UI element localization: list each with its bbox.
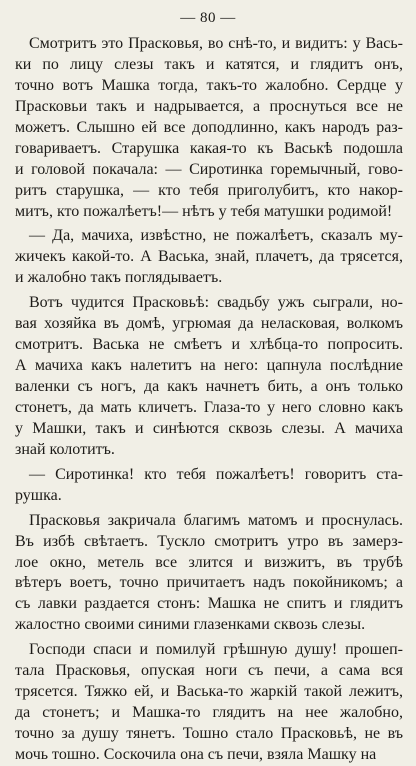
text-line: Прасковья закричала благимъ матомъ и проснулась. <box>29 511 403 529</box>
text-line: А мачиха какъ налетитъ на него: цапнула послѣдние <box>15 357 403 375</box>
text-line: лое окно, метель все злится и визжитъ, въ трубѣ <box>15 553 403 571</box>
text-line: ритъ старушка, — кто тебя приголубитъ, кто накор- <box>15 181 403 199</box>
text-line: мочь тошно. Соскочила она съ печи, взяла Машку на <box>15 745 377 763</box>
text-line: говариваетъ. Старушка какая-то къ Васькѣ подошла <box>15 139 403 157</box>
text-line: и головой покачала: — Сиротинка горемычный, гово- <box>15 160 403 178</box>
page-number: — 80 — <box>180 10 236 26</box>
text-line: вая хозяйка въ домѣ, угрюмая да неласковая, волкомъ <box>15 315 403 333</box>
text-line: съ лавки раздается стонъ: Машка не спитъ и глядитъ <box>15 595 403 613</box>
text-line: стонетъ, да мать кличетъ. Глаза-то у него словно какъ <box>15 398 403 416</box>
text-line: вѣтеръ воетъ, точно причитаетъ надъ покойникомъ; а <box>15 574 403 592</box>
text-line: жалостно своими синими глазенками сквозь слезы. <box>15 616 366 634</box>
text-line: — Сиротинка! кто тебя пожалѣетъ! говоритъ ста- <box>29 465 403 483</box>
text-line: Смотритъ это Прасковья, во снѣ-то, и видитъ: у Вась- <box>29 35 403 52</box>
text-line: смотритъ. Васька не смѣетъ и хлѣбца-то попросить. <box>15 336 403 354</box>
text-line: рушка. <box>15 486 62 504</box>
text-line: трясется. Тяжко ей, и Васька-то жаркій такой лежитъ, <box>15 683 403 701</box>
page-body-text <box>15 34 403 766</box>
text-line: ки по лицу слезы такъ и катятся, и глядитъ онъ, <box>15 55 403 73</box>
text-line: можетъ. Слышно ей все доподлинно, какъ народъ раз- <box>15 118 403 136</box>
text-line: жичекъ какой-то. А Васька, знай, плачетъ, да трясется, <box>15 248 403 266</box>
text-line: у Машки, такъ и синѣются сквозь слезы. А мачиха <box>15 419 403 437</box>
text-line: знай колотитъ. <box>15 440 115 458</box>
text-line: да стонетъ; и Машка-то глядитъ на нее жалобно, <box>15 704 403 722</box>
paragraph <box>15 293 403 461</box>
paragraph <box>15 226 403 289</box>
text-line: валенки съ ногъ, да какъ начнетъ бить, а онъ только <box>15 378 403 395</box>
text-line: митъ, кто пожалѣетъ!— нѣтъ у тебя матушки родимой! <box>15 202 393 220</box>
text-line: Въ избѣ свѣтаетъ. Тускло смотритъ утро въ замерз- <box>15 532 403 550</box>
paragraph <box>15 511 403 637</box>
text-line: Господи спаси и помилуй грѣшную душу! прошеп- <box>29 641 403 659</box>
text-line: тала Прасковья, опуская ноги съ печи, а сама вся <box>15 662 403 680</box>
text-line: точно вотъ Машка тогда, такъ-то жалобно. Сердце у <box>15 76 403 94</box>
paragraph <box>15 34 403 222</box>
text-line: — Да, мачиха, извѣстно, не пожалѣетъ, сказалъ му- <box>29 227 403 245</box>
text-line: точно за душу тянетъ. Тошно стало Прасковьѣ, не въ <box>15 725 403 742</box>
text-line: Прасковьи такъ и надрывается, а проснуться все не <box>15 97 403 115</box>
text-line: и жалобно такъ поглядываетъ. <box>15 269 223 287</box>
paragraph <box>15 640 403 766</box>
paragraph <box>15 465 403 507</box>
text-line: Вотъ чудится Прасковьѣ: свадьбу ужъ сыграли, но- <box>29 294 403 312</box>
